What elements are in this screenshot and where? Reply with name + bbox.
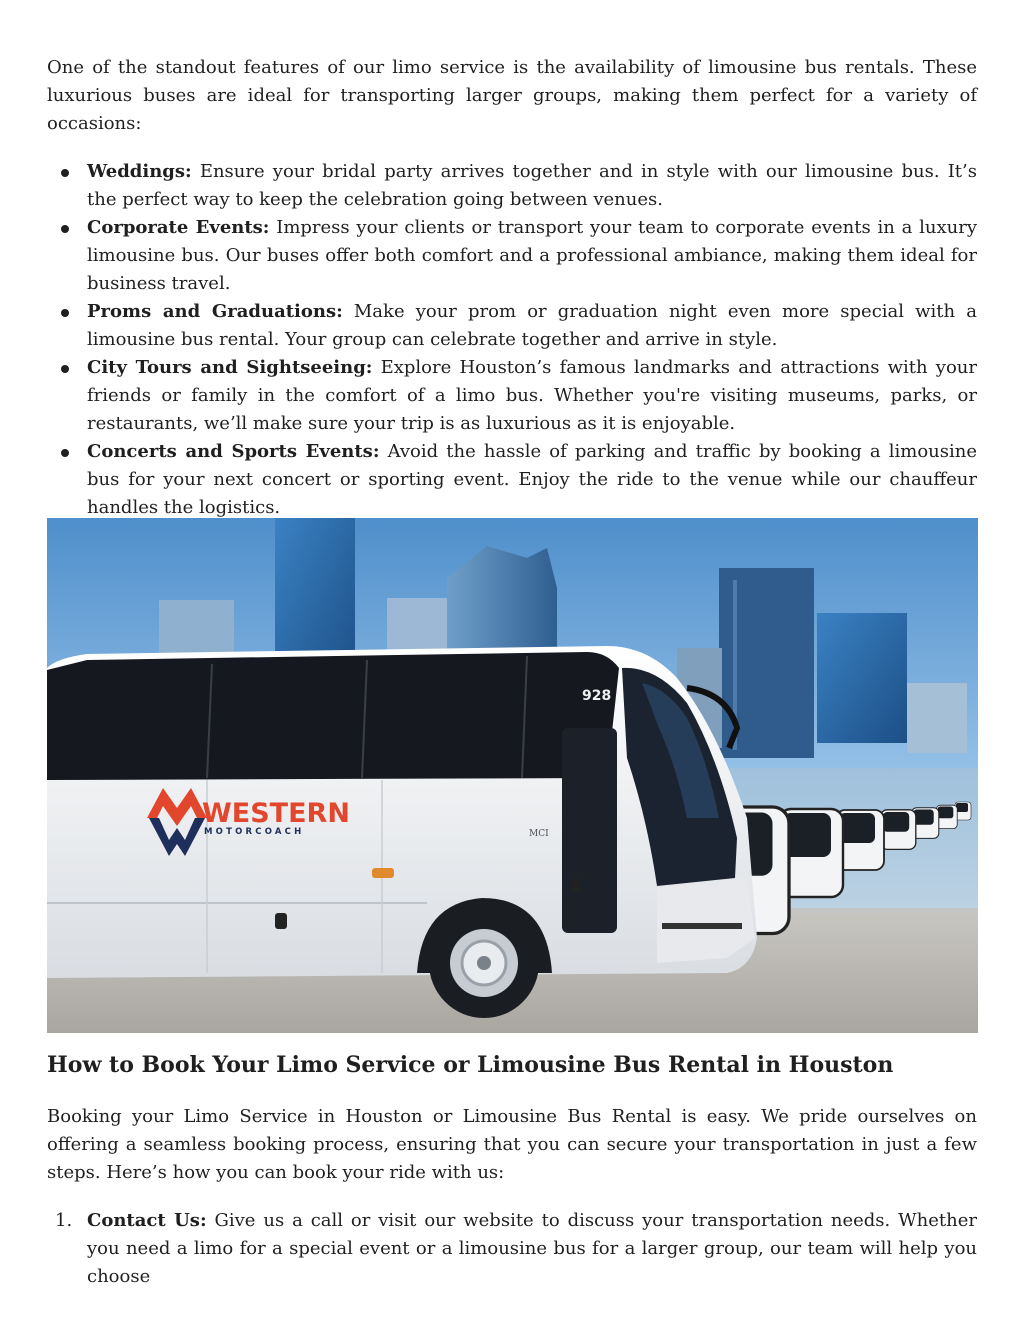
intro-paragraph: One of the standout features of our limo service is the availability of limousine bus rentals. These luxurious buses are ideal for transporting larger groups, making them perfect for a variety of occasions: xyxy=(47,57,977,134)
step-text: Give us a call or visit our website to discuss your transportation needs. Whether you need a limo for a special event or a limousine bus for a larger group, our team will help you choose xyxy=(87,1210,977,1287)
bullet-icon xyxy=(61,309,69,317)
list-item xyxy=(47,158,977,214)
occasion-text: Make your prom or graduation night even more special with a limousine bus rental. Your group can celebrate together and arrive in style. xyxy=(87,301,977,350)
occasion-text: Impress your clients or transport your team to corporate events in a luxury limousine bus. Our buses offer both comfort and a professional ambiance, making them ideal for business travel. xyxy=(87,217,977,294)
occasion-term: Concerts and Sports Events: xyxy=(87,441,380,462)
list-item xyxy=(47,354,977,438)
logo-sub: MOTORCOACH xyxy=(204,827,305,837)
step-number: 1. xyxy=(55,1210,73,1231)
model-badge: MCI xyxy=(529,829,549,839)
bus-number: 928 xyxy=(582,688,612,704)
booking-paragraph: Booking your Limo Service in Houston or Limousine Bus Rental is easy. We pride ourselves on offering a seamless booking process, ensuring that you can secure your transportation in just a few steps. Here’s how you can book your ride with us: xyxy=(47,1106,977,1183)
list-item xyxy=(47,298,977,354)
occasions-list xyxy=(47,158,977,522)
bullet-icon xyxy=(61,365,69,373)
occasion-text: Ensure your bridal party arrives together and in style with our limousine bus. It’s the perfect way to keep the celebration going between venues. xyxy=(87,161,977,210)
bus-fleet-photo xyxy=(47,518,978,1033)
list-item xyxy=(47,1207,977,1291)
occasion-text: Avoid the hassle of parking and traffic by booking a limousine bus for your next concert or sporting event. Enjoy the ride to the venue while our chauffeur handles the logistics. xyxy=(87,441,977,518)
occasion-term: Weddings: xyxy=(87,161,192,182)
booking-steps xyxy=(47,1207,977,1291)
bullet-icon xyxy=(61,169,69,177)
section-heading: How to Book Your Limo Service or Limousine Bus Rental in Houston xyxy=(47,1052,894,1078)
step-term: Contact Us: xyxy=(87,1210,207,1231)
occasion-text: Explore Houston’s famous landmarks and attractions with your friends or family in the comfort of a limo bus. Whether you're visiting museums, parks, or restaurants, we’ll make sure your trip is as luxurious as it is enjoyable. xyxy=(87,357,977,434)
list-item xyxy=(47,438,977,522)
bullet-icon xyxy=(61,449,69,457)
logo-word: WESTERN xyxy=(202,798,350,829)
occasion-term: City Tours and Sightseeing: xyxy=(87,357,373,378)
list-item xyxy=(47,214,977,298)
occasion-term: Proms and Graduations: xyxy=(87,301,343,322)
document-body xyxy=(47,54,977,522)
bullet-icon xyxy=(61,225,69,233)
main-bus xyxy=(47,646,757,1018)
occasion-term: Corporate Events: xyxy=(87,217,270,238)
